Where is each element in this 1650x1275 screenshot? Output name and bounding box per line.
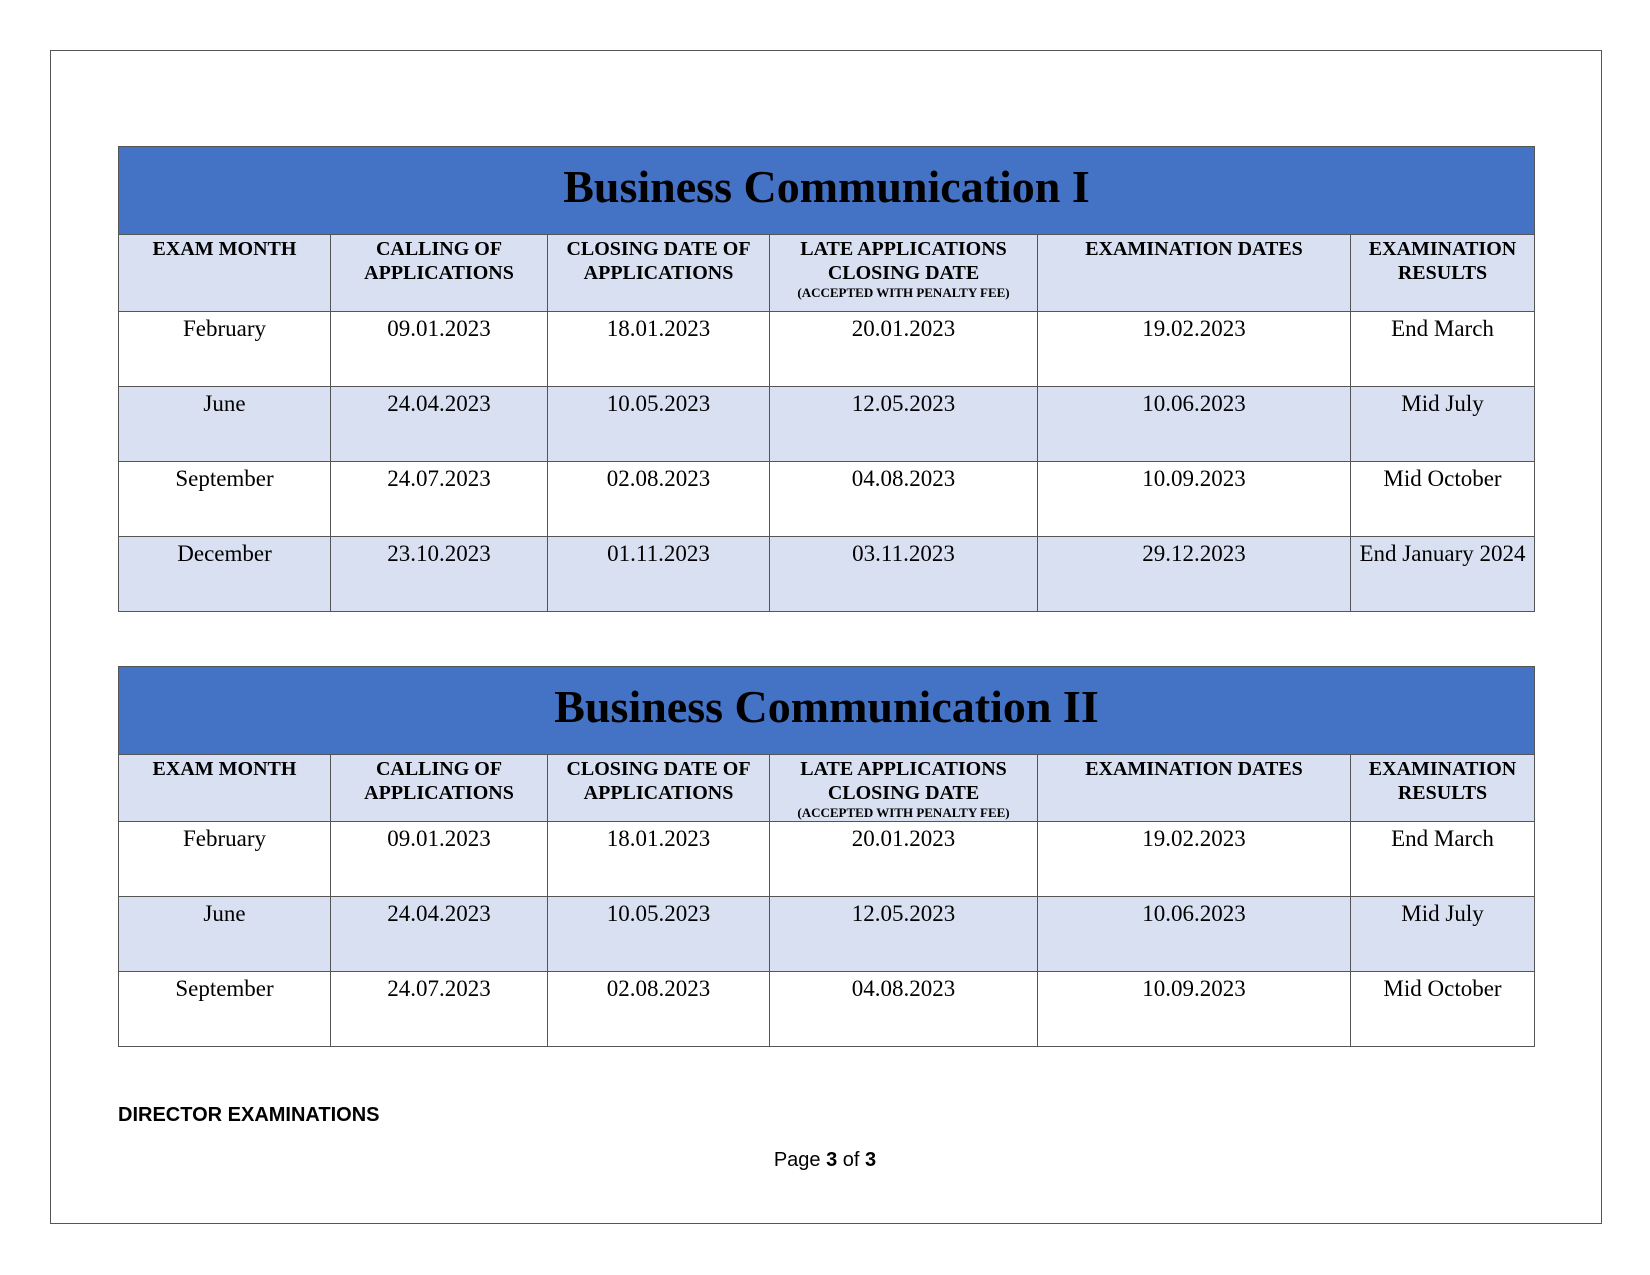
table-row [119,387,1535,462]
header-late-applications-label: LATE APPLICATIONS CLOSING DATE [800,238,1007,284]
cell-late: 03.11.2023 [770,537,1038,612]
cell-results: End March [1351,312,1535,387]
table-title: Business Communication II [554,680,1099,732]
header-closing-date: CLOSING DATE OF APPLICATIONS [548,755,770,822]
cell-calling: 24.04.2023 [331,387,548,462]
cell-exam-date: 29.12.2023 [1038,537,1351,612]
cell-late: 04.08.2023 [770,462,1038,537]
schedule-table-business-communication-2 [118,666,1535,1047]
cell-closing: 02.08.2023 [548,972,770,1047]
table-title: Business Communication I [563,160,1090,212]
cell-exam-date: 10.09.2023 [1038,462,1351,537]
cell-calling: 24.07.2023 [331,462,548,537]
header-calling-of-applications: CALLING OF APPLICATIONS [331,235,548,312]
cell-results: Mid July [1351,387,1535,462]
header-examination-dates: EXAMINATION DATES [1038,755,1351,822]
header-late-applications-note: (ACCEPTED WITH PENALTY FEE) [797,805,1010,820]
cell-calling: 23.10.2023 [331,537,548,612]
header-late-applications-label: LATE APPLICATIONS CLOSING DATE [800,758,1007,804]
cell-calling: 24.07.2023 [331,972,548,1047]
header-late-applications-note: (ACCEPTED WITH PENALTY FEE) [797,285,1010,300]
cell-results: End March [1351,822,1535,897]
cell-closing: 18.01.2023 [548,822,770,897]
page-number [0,1149,1650,1172]
cell-closing: 02.08.2023 [548,462,770,537]
table-row [119,972,1535,1047]
cell-exam-month: February [119,822,331,897]
header-row [119,235,1535,312]
cell-closing: 10.05.2023 [548,897,770,972]
table-row [119,462,1535,537]
cell-late: 04.08.2023 [770,972,1038,1047]
cell-results: Mid October [1351,462,1535,537]
cell-late: 20.01.2023 [770,312,1038,387]
cell-exam-month: December [119,537,331,612]
header-row [119,755,1535,822]
cell-closing: 10.05.2023 [548,387,770,462]
cell-exam-date: 19.02.2023 [1038,822,1351,897]
header-exam-month: EXAM MONTH [119,755,331,822]
table-title-band [119,667,1535,755]
cell-exam-date: 10.09.2023 [1038,972,1351,1047]
page-number-current: 3 [826,1149,838,1171]
cell-calling: 09.01.2023 [331,312,548,387]
cell-results: End January 2024 [1351,537,1535,612]
header-examination-dates: EXAMINATION DATES [1038,235,1351,312]
cell-results: Mid October [1351,972,1535,1047]
table-title-band [119,147,1535,235]
header-late-applications [770,755,1038,822]
cell-late: 12.05.2023 [770,387,1038,462]
cell-exam-month: June [119,897,331,972]
cell-closing: 18.01.2023 [548,312,770,387]
cell-exam-date: 19.02.2023 [1038,312,1351,387]
cell-late: 20.01.2023 [770,822,1038,897]
cell-late: 12.05.2023 [770,897,1038,972]
header-examination-results: EXAMINATION RESULTS [1351,755,1535,822]
table-row [119,537,1535,612]
page-number-total: 3 [865,1149,877,1171]
cell-exam-month: September [119,972,331,1047]
page-number-prefix: Page [773,1149,821,1171]
cell-exam-date: 10.06.2023 [1038,897,1351,972]
schedule-table-business-communication-1 [118,146,1535,612]
header-closing-date: CLOSING DATE OF APPLICATIONS [548,235,770,312]
header-examination-results: EXAMINATION RESULTS [1351,235,1535,312]
cell-closing: 01.11.2023 [548,537,770,612]
table-row [119,312,1535,387]
table-row [119,897,1535,972]
table-row [119,822,1535,897]
cell-exam-month: September [119,462,331,537]
header-calling-of-applications: CALLING OF APPLICATIONS [331,755,548,822]
cell-exam-month: June [119,387,331,462]
header-exam-month: EXAM MONTH [119,235,331,312]
cell-results: Mid July [1351,897,1535,972]
cell-exam-date: 10.06.2023 [1038,387,1351,462]
cell-calling: 09.01.2023 [331,822,548,897]
signoff-director-examinations: DIRECTOR EXAMINATIONS [118,1104,380,1126]
page-number-of: of [842,1149,860,1171]
header-late-applications [770,235,1038,312]
cell-exam-month: February [119,312,331,387]
cell-calling: 24.04.2023 [331,897,548,972]
